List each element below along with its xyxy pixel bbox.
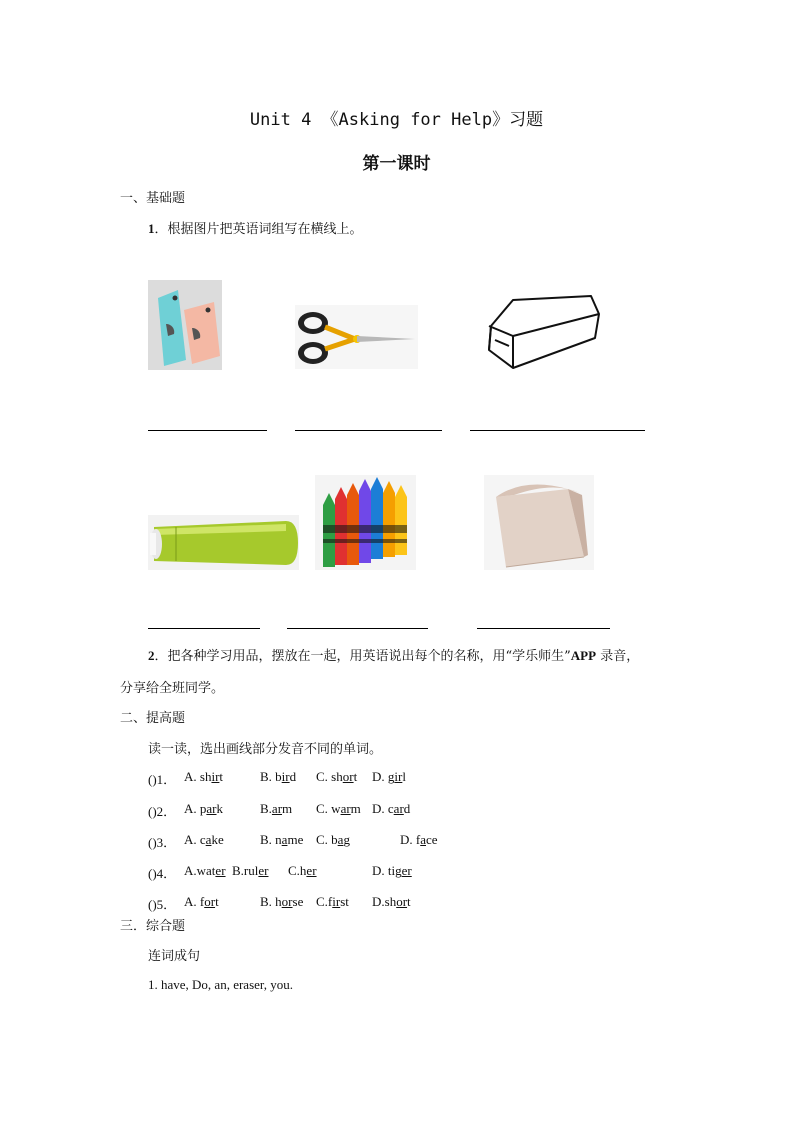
q1-text: ．根据图片把英语词组写在横线上。 — [154, 222, 363, 237]
option-suffix: me — [287, 832, 304, 847]
option-b — [260, 801, 292, 817]
underlined-letters: ar — [393, 801, 404, 816]
option-prefix: C. sh — [316, 769, 343, 784]
option-prefix: C.h — [288, 863, 307, 878]
eraser-image — [483, 290, 603, 372]
underlined-letters: or — [204, 894, 216, 909]
answer-line[interactable] — [148, 628, 260, 629]
underlined-letters: er — [215, 863, 226, 878]
question-number[interactable]: ()5． — [148, 897, 177, 912]
option-b — [232, 863, 268, 879]
ruler-pieces-image — [148, 280, 222, 370]
section3-q1: 1. have, Do, an, eraser, you. — [148, 977, 293, 992]
section3-heading: 三．综合题 — [120, 919, 186, 934]
page-subtitle: 第一课时 — [362, 154, 431, 174]
option-prefix: A. c — [184, 832, 206, 847]
option-a — [184, 769, 223, 785]
underlined-letters: er — [258, 863, 269, 878]
option-a — [184, 894, 219, 910]
option-prefix: D. c — [372, 801, 394, 816]
option-prefix: A. sh — [184, 769, 212, 784]
underlined-letters: a — [281, 832, 288, 847]
q2-text-b: 录音， — [596, 649, 640, 664]
option-suffix: m — [350, 801, 361, 816]
option-c — [316, 769, 357, 785]
option-suffix: d — [289, 769, 297, 784]
option-d — [372, 769, 406, 785]
option-d — [372, 894, 411, 910]
answer-line[interactable] — [148, 430, 267, 431]
q2-number: 2 — [148, 648, 155, 663]
question-number[interactable]: ()2． — [148, 804, 177, 819]
section2-heading: 二、提高题 — [120, 711, 186, 726]
underlined-letters: or — [342, 769, 354, 784]
option-prefix: C. w — [316, 801, 341, 816]
underlined-letters: ir — [332, 894, 341, 909]
q1-number: 1 — [148, 221, 155, 236]
option-c — [316, 801, 361, 817]
option-d — [400, 832, 438, 848]
answer-line[interactable] — [287, 628, 428, 629]
underlined-letters: or — [396, 894, 408, 909]
q2-text-a: ．把各种学习用品，摆放在一起，用英语说出每个的名称，用“学乐师生” — [154, 649, 571, 664]
option-prefix: B. — [260, 801, 272, 816]
option-a — [184, 801, 223, 817]
underlined-letters: er — [401, 863, 412, 878]
option-prefix: A.wat — [184, 863, 216, 878]
option-suffix: g — [343, 832, 350, 847]
underlined-letters: a — [337, 832, 344, 847]
option-prefix: B. b — [260, 769, 282, 784]
section2-instruction: 读一读，选出画线部分发音不同的单词。 — [148, 742, 383, 757]
glue-stick-image — [148, 515, 299, 570]
option-b — [260, 894, 303, 910]
section3-subheading: 连词成句 — [148, 949, 201, 964]
option-a — [184, 832, 224, 848]
option-prefix: C. b — [316, 832, 338, 847]
option-suffix: st — [340, 894, 349, 909]
option-suffix: t — [215, 894, 219, 909]
option-suffix: d — [403, 801, 411, 816]
option-suffix: t — [219, 769, 224, 784]
underlined-letters: ar — [206, 801, 217, 816]
option-prefix: B.rul — [232, 863, 259, 878]
option-suffix: ke — [211, 832, 224, 847]
underlined-letters: a — [420, 832, 426, 847]
underlined-letters: er — [306, 863, 317, 878]
option-suffix: se — [292, 894, 304, 909]
scissors-image — [295, 305, 418, 369]
option-prefix: D.sh — [372, 894, 397, 909]
option-suffix: ce — [426, 832, 438, 847]
underlined-letters: ir — [394, 769, 403, 784]
option-b — [260, 769, 296, 785]
notepad-image — [484, 475, 594, 570]
option-c — [316, 894, 349, 910]
option-suffix: t — [407, 894, 411, 909]
option-suffix: k — [216, 801, 223, 816]
option-suffix: t — [353, 769, 358, 784]
option-d — [372, 801, 410, 817]
section1-heading: 一、基础题 — [120, 191, 186, 206]
option-prefix: A. p — [184, 801, 207, 816]
option-prefix: D. f — [400, 832, 421, 847]
option-prefix: C.f — [316, 894, 333, 909]
answer-line[interactable] — [295, 430, 442, 431]
q1-instruction — [148, 218, 363, 237]
option-prefix: B. n — [260, 832, 282, 847]
underlined-letters: a — [205, 832, 212, 847]
underlined-letters: ir — [211, 769, 220, 784]
crayons-image — [315, 475, 416, 570]
option-suffix: l — [402, 769, 406, 784]
q2-line1 — [148, 645, 639, 664]
question-number[interactable]: ()4． — [148, 866, 177, 881]
question-number[interactable]: ()1． — [148, 772, 177, 787]
option-prefix: B. h — [260, 894, 282, 909]
option-b — [260, 832, 303, 848]
page-title: Unit 4 《Asking for Help》习题 — [249, 110, 544, 130]
q2-app: APP — [570, 648, 597, 663]
underlined-letters: ar — [271, 801, 283, 816]
underlined-letters: or — [281, 894, 293, 909]
underlined-letters: ir — [281, 769, 290, 784]
underlined-letters: ar — [340, 801, 351, 816]
q2-line2: 分享给全班同学。 — [120, 681, 225, 696]
option-a — [184, 863, 226, 879]
option-c — [316, 832, 350, 848]
option-c — [288, 863, 317, 879]
option-prefix: A. f — [184, 894, 205, 909]
answer-line[interactable] — [477, 628, 610, 629]
option-prefix: D. tig — [372, 863, 402, 878]
option-suffix: m — [282, 801, 293, 816]
question-number[interactable]: ()3． — [148, 835, 177, 850]
answer-line[interactable] — [470, 430, 645, 431]
option-prefix: D. g — [372, 769, 395, 784]
option-d — [372, 863, 412, 879]
